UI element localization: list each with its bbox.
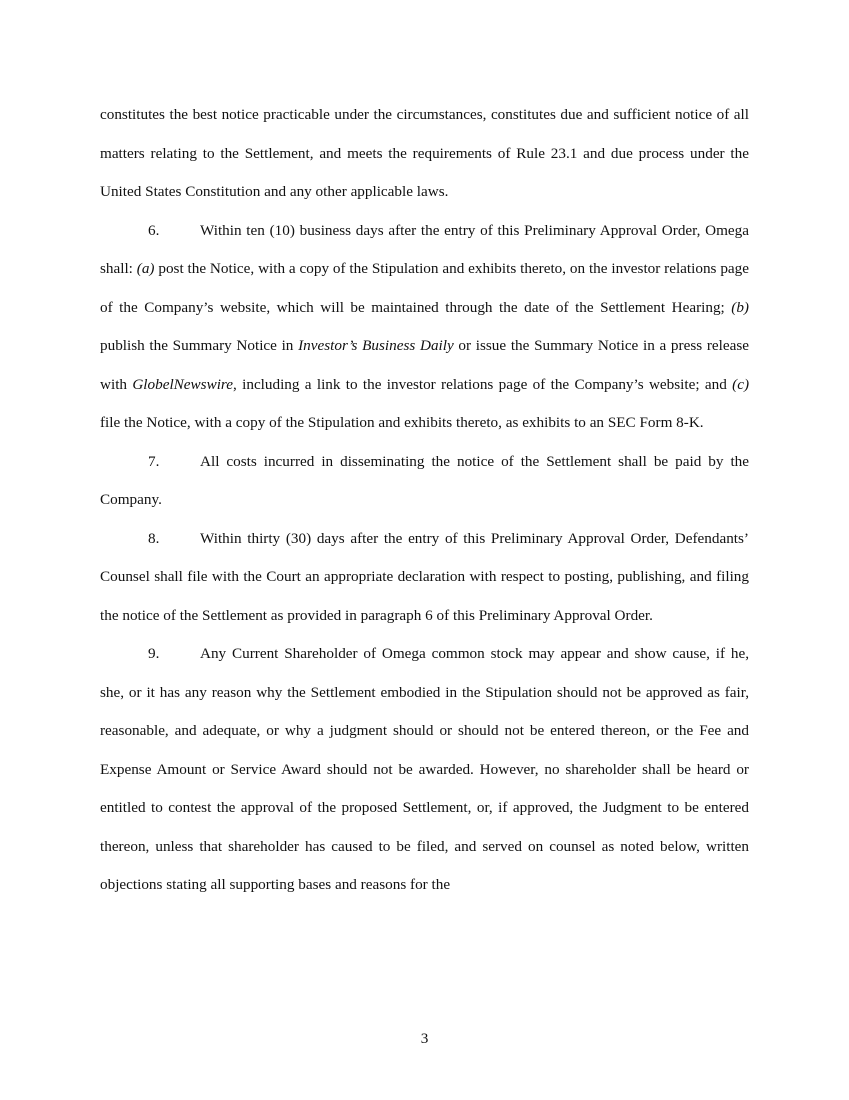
paragraph-text: file the Notice, with a copy of the Stipulation and exhibits thereto, as exhibits to an SEC Form 8-K. <box>100 414 704 431</box>
paragraph-continuation: constitutes the best notice practicable under the circumstances, constitutes due and sufficient notice of all matters relating to the Settlement, and meets the requirements of Rule 23.1 and due process under the United States Constitution and any other applicable laws. <box>100 106 749 200</box>
paragraph-text: Any Current Shareholder of Omega common stock may appear and show cause, if he, she, or it has any reason why the Settlement embodied in the Stipulation should not be approved as fair, reasonable, and adequate, or why a judgment should or should not be entered thereon, or the Fee and Expense Amount or Service Award should not be awarded. However, no shareholder shall be heard or entitled to contest the approval of the proposed Settlement, or, if approved, the Judgment to be entered thereon, unless that shareholder has caused to be filed, and served on counsel as noted below, written objections stating all supporting bases and reasons for the <box>100 645 749 893</box>
paragraph-text: or issue the Summary Notice in a press release with <box>100 337 749 393</box>
item-b-label: (b) <box>731 298 749 316</box>
paragraph-text: Within ten (10) business days after the entry of this Preliminary Approval Order, Omega shall: <box>100 221 749 277</box>
paragraph-9 <box>100 635 749 905</box>
paragraph-text: All costs incurred in disseminating the notice of the Settlement shall be paid by the Company. <box>100 452 749 508</box>
paragraph-number: 9. <box>148 645 160 662</box>
paragraph-number: 8. <box>148 529 160 547</box>
item-c-label: (c) <box>732 375 749 393</box>
paragraph-number: 7. <box>148 452 160 470</box>
publication-name: Investor’s Business Daily <box>298 337 454 354</box>
paragraph-text: post the Notice, with a copy of the Stipulation and exhibits thereto, on the investor relations page of the Company’s website, which will be maintained through the date of the Settlement Hearing; <box>100 260 749 316</box>
page-number: 3 <box>420 1030 429 1047</box>
item-a-label: (a) <box>136 260 155 277</box>
paragraph-text: , including a link to the investor relations page of the Company’s website; and <box>233 375 733 393</box>
paragraph-7 <box>100 443 749 520</box>
paragraph-text: Within thirty (30) days after the entry of this Preliminary Approval Order, Defendants’ Counsel shall file with the Court an appropriate declaration with respect to posting, publishing, and filing the notice of the Settlement as provided in paragraph 6 of this Preliminary Approval Order. <box>100 529 749 624</box>
paragraph-8 <box>100 520 749 636</box>
newswire-name: GlobelNewswire <box>132 375 234 393</box>
paragraph-text: publish the Summary Notice in <box>100 337 299 354</box>
paragraph-6 <box>100 212 749 443</box>
paragraph-number: 6. <box>148 221 160 239</box>
document-body <box>100 96 749 905</box>
